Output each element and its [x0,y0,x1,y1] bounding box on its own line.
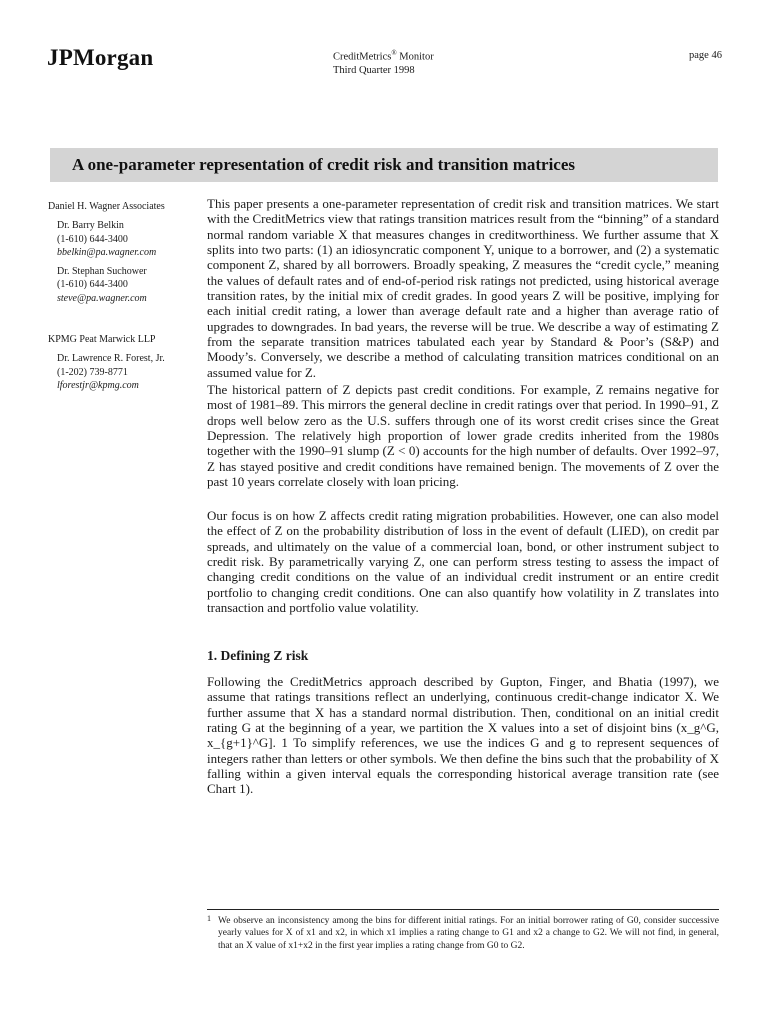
affiliation-org: Daniel H. Wagner Associates [48,201,165,212]
paragraph-4: Following the CreditMetrics approach described by Gupton, Finger, and Bhatia (1997), we assume that ratings transitions reflect an underlying, continuous credit-change indicator X. We further assume that X has a standard normal distribution. Then, conditional on an initial credit rating G at the beginning of a year, we partition the X values into a set of disjoint bins (x_g^G, x_{g+1}^G]. 1 To simplify references, we use the indices G and g to represent sequences of integers rather than letters or other symbols. We then define the bins such that the probability of X falling within a given interval equals the corresponding historical average transition rate (see Chart 1). [207,674,719,797]
author-email[interactable]: lforestjr@kpmg.com [57,379,139,391]
paragraph-4-block [207,674,719,797]
publication-suffix: Monitor [396,51,434,63]
author-name: Dr. Lawrence R. Forest, Jr. [57,353,165,365]
author-phone: (1-610) 644-3400 [57,233,128,245]
jpmorgan-logo: JPMorgan [47,45,154,70]
affiliation-kpmg [48,333,165,392]
section-heading: 1. Defining Z risk [207,648,309,663]
paper-title: A one-parameter representation of credit risk and transition matrices [72,155,576,174]
footnote-marker: 1 [207,914,211,923]
footnote-rule [207,909,719,910]
author-email[interactable]: steve@pa.wagner.com [57,292,147,304]
paragraph-1-block [207,196,719,380]
footnote-text: We observe an inconsistency among the bins for different initial ratings. For an initial borrower rating of G0, consider successive yearly values for X of x1 and x2, in which x1 implies a rating change to G1 and x2 a change to G2. We will not find, in general, that an X value of x1+x2 in the first year implies a rating change from G0 to G2. [218,916,719,951]
author-name: Dr. Barry Belkin [57,220,124,232]
author-phone: (1-610) 644-3400 [57,279,128,291]
publication-info [333,47,434,77]
issue-date: Third Quarter 1998 [333,64,415,76]
affiliation-org: KPMG Peat Marwick LLP [48,334,156,345]
paragraph-2-block [207,382,719,489]
publication-name: CreditMetrics [333,51,392,63]
author-phone: (1-202) 739-8771 [57,366,128,378]
paragraph-3: Our focus is on how Z affects credit rating migration probabilities. However, one can also model the effect of Z on the probability distribution of loss in the event of default (LIED), on credit par spreads, and ultimately on the value of a commercial loan, bond, or other instrument subject to credit risk. By parametrically varying Z, one can perform stress testing to assess the impact of changing credit conditions on the value of an individual credit instrument or an entire credit portfolio to changing credit conditions. One can also quantify how volatility in Z translates into transaction and portfolio value volatility. [207,508,719,616]
author-name: Dr. Stephan Suchower [57,266,147,278]
paragraph-1: This paper presents a one-parameter representation of credit risk and transition matrices. We start with the CreditMetrics view that ratings transition matrices result from the “binning” of a standard normal random variable X that measures changes in creditworthiness. We further assume that X splits into two parts: (1) an idiosyncratic component Y, unique to a borrower, and (2) a systematic component Z, shared by all borrowers. Broadly speaking, Z measures the “credit cycle,” meaning the values of default rates and of end-of-period risk ratings not predicted, using historical average transition rates, by the initial mix of credit grades. In good years Z will be positive, implying for each initial credit rating, a lower than average default rate and a higher than average ratio of upgrades to downgrades. In bad years, the reverse will be true. We describe a way of estimating Z from the separate transition matrices tabulated each year by Standard & Poor’s (S&P) and Moody’s. Conversely, we describe a method of calculating transition matrices conditional on an assumed value for Z. [207,196,719,380]
affiliation-wagner [48,200,165,305]
footnote [207,915,719,952]
author-email[interactable]: bbelkin@pa.wagner.com [57,246,157,258]
paragraph-3-block [207,508,719,615]
registered-mark: ® [391,49,397,57]
paragraph-2: The historical pattern of Z depicts past credit conditions. For example, Z remains negative for most of 1981–89. This mirrors the general decline in credit ratings over that period. In 1990–91, Z drops well below zero as the U.S. suffers through one of its worst credit crises since the Great Depression. The relatively high proportion of lower grade credits inherited from the 1980s together with the 1990–91 slump (Z < 0) accounts for the high number of defaults. Over 1992–97, Z has stayed positive and credit conditions have remained benign. The movements of Z over the past 10 years correlate closely with loan pricing. [207,382,719,490]
page-number: page 46 [689,50,722,61]
